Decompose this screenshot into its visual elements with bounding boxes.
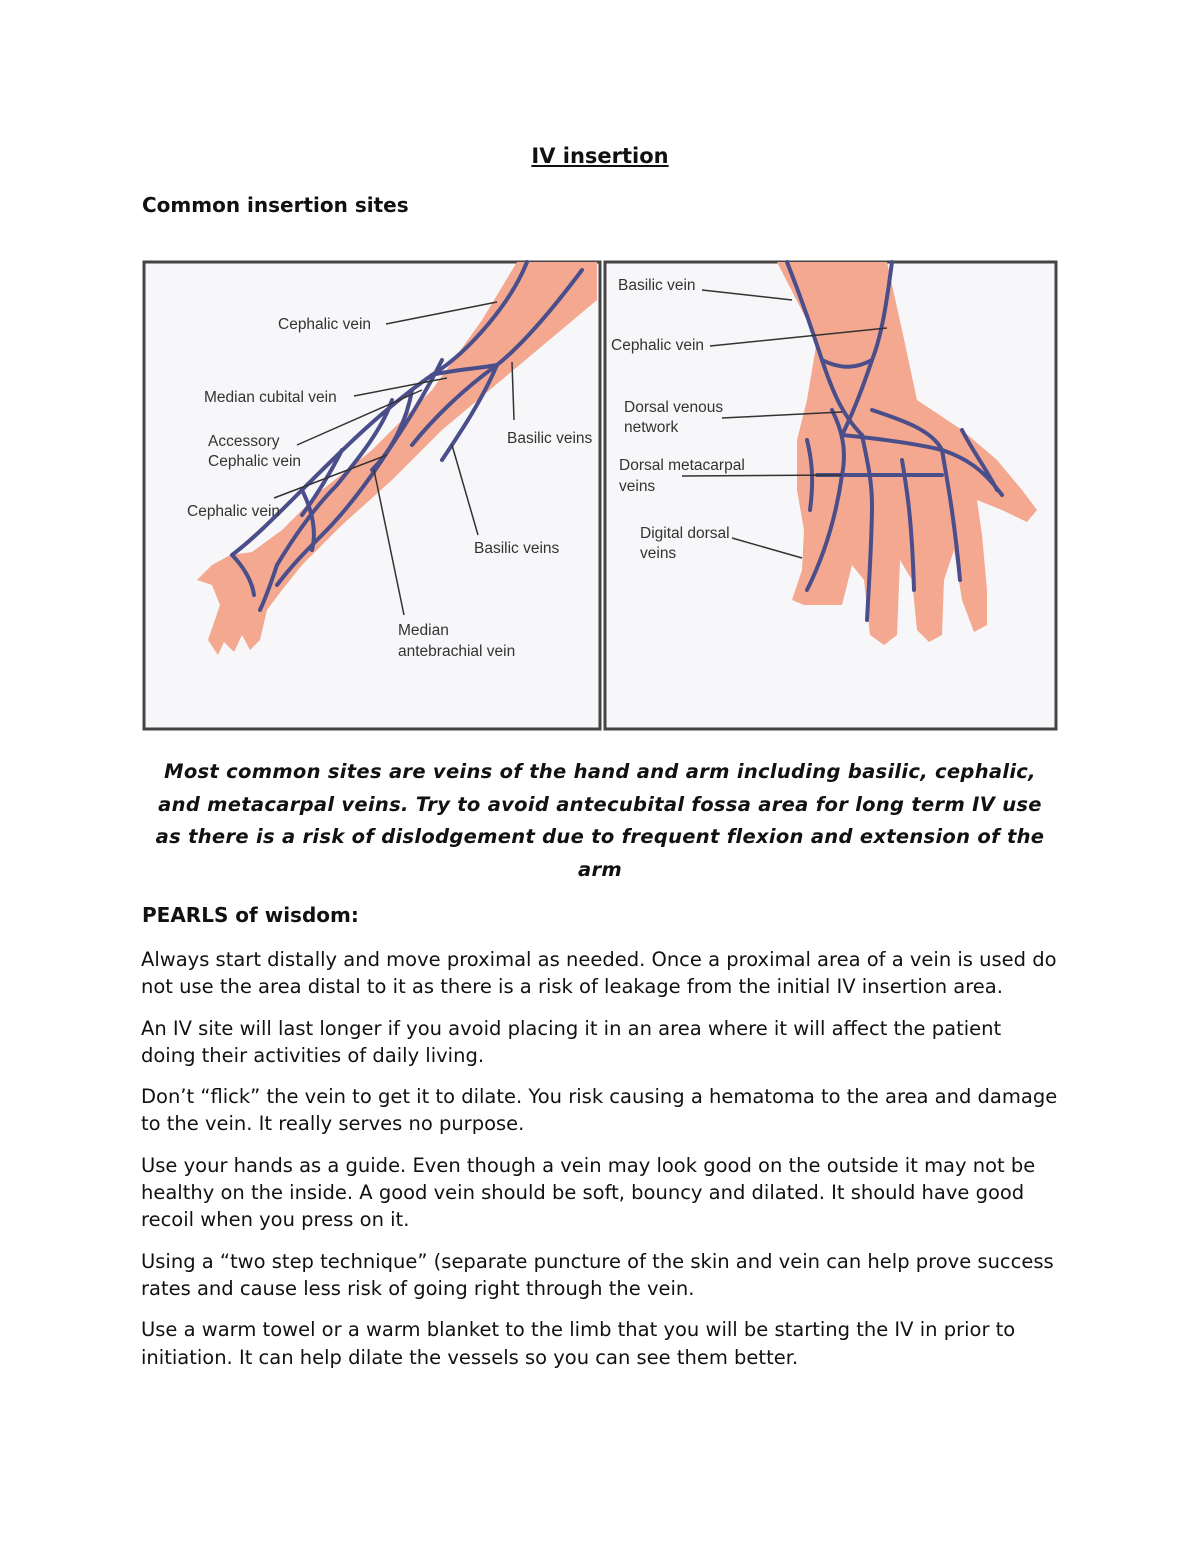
label-dorsal-venous-line-2: network <box>624 419 679 436</box>
label-accessory-line-1: Accessory <box>208 433 280 450</box>
label-basilic-vein: Basilic vein <box>618 277 696 294</box>
figure-caption: Most common sites are veins of the hand and arm including basilic, cephalic, and metacarpal veins. Try to avoid antecubital fossa area for long term IV use as there is a risk of dislodgement due to frequent flexion and extension of the arm <box>155 760 1045 881</box>
pearl-paragraph: An IV site will last longer if you avoid placing it in an area where it will affect the patient doing their activities of daily living. <box>141 1016 1002 1067</box>
pearl-paragraph: Don’t “flick” the vein to get it to dilate. You risk causing a hematoma to the area and damage to the vein. It really serves no purpose. <box>141 1085 1058 1136</box>
label-median-cubital-vein: Median cubital vein <box>204 389 337 406</box>
label-digital-dorsal-line-1: Digital dorsal <box>640 525 730 542</box>
pearl-paragraph: Use your hands as a guide. Even though a vein may look good on the outside it may not be healthy on the inside. A good vein should be soft, bouncy and dilated. It should have good recoil when you press on it. <box>141 1153 1036 1232</box>
label-median-antebrachial-line-1: Median <box>398 622 449 639</box>
label-cephalic-vein-lower: Cephalic vein <box>187 503 281 520</box>
label-cephalic-vein-hand: Cephalic vein <box>611 337 705 354</box>
label-cephalic-vein-upper: Cephalic vein <box>278 316 372 333</box>
label-basilic-veins-lower: Basilic veins <box>474 540 560 557</box>
pearl-paragraph: Always start distally and move proximal as needed. Once a proximal area of a vein is used do not use the area distal to it as there is a risk of leakage from the initial IV insertion area. <box>141 948 1057 999</box>
label-dorsal-metacarpal-line-1: Dorsal metacarpal <box>619 457 745 474</box>
vein-diagram-figure <box>142 260 1058 732</box>
hand-diagram-panel <box>605 262 1056 729</box>
section-heading-insertion-sites: Common insertion sites <box>142 193 409 217</box>
pearls-heading: PEARLS of wisdom: <box>142 903 359 927</box>
label-dorsal-venous-line-1: Dorsal venous <box>624 399 724 416</box>
arm-diagram-panel <box>144 262 600 729</box>
label-basilic-veins-upper: Basilic veins <box>507 430 593 447</box>
pearl-paragraph: Use a warm towel or a warm blanket to the limb that you will be starting the IV in prior to initiation. It can help dilate the vessels so you can see them better. <box>141 1318 1016 1369</box>
pearl-paragraph: Using a “two step technique” (separate puncture of the skin and vein can help prove success rates and cause less risk of going right through the vein. <box>141 1249 1054 1300</box>
page-title: IV insertion <box>531 144 669 168</box>
pearls-list <box>141 946 1061 1385</box>
label-median-antebrachial-line-2: antebrachial vein <box>398 643 516 660</box>
label-dorsal-metacarpal-line-2: veins <box>619 478 656 495</box>
label-digital-dorsal-line-2: veins <box>640 545 677 562</box>
label-accessory-line-2: Cephalic vein <box>208 453 302 470</box>
